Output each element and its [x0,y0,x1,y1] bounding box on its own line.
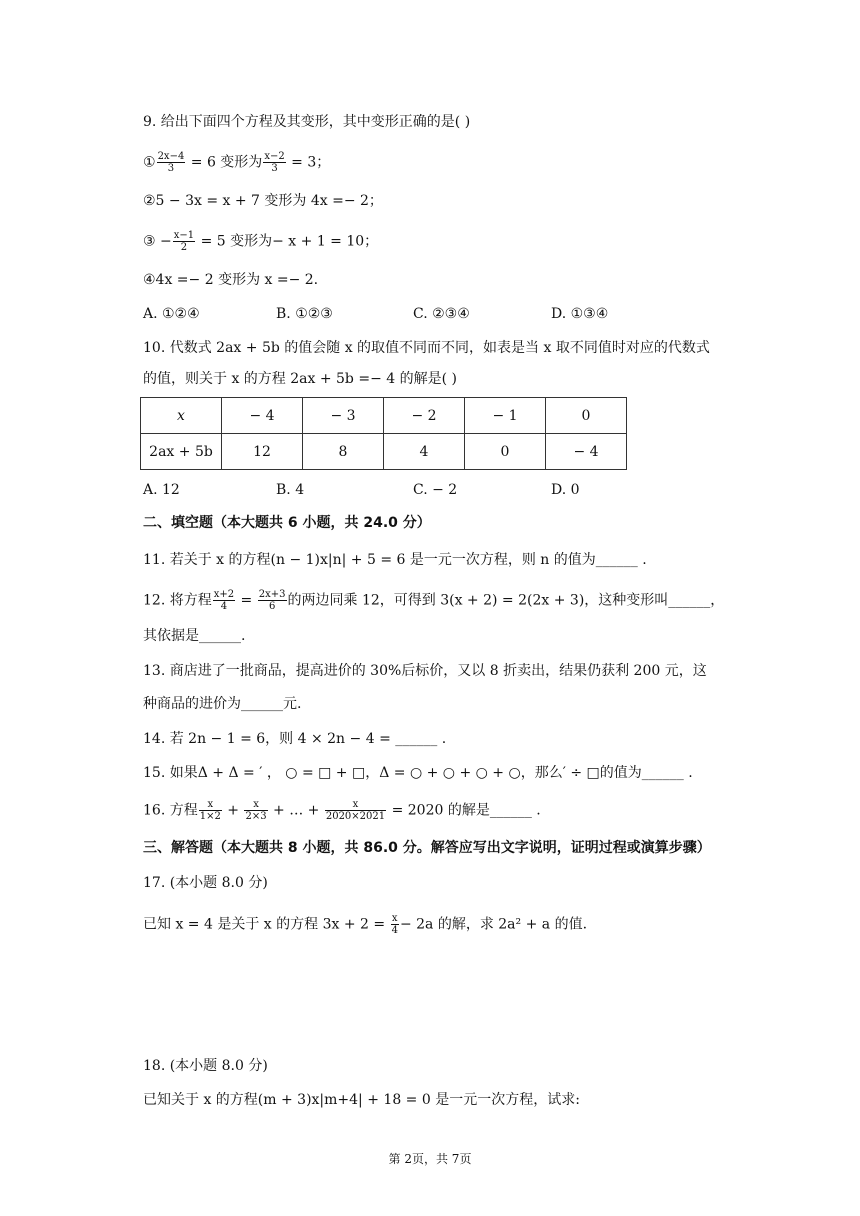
q9-option-b[interactable]: B. ①②③ [276,306,333,322]
table-cell: 2ax + 5b [141,434,222,470]
q16-fraction-2: $\frac{x}{2\times 3}$ [245,799,267,822]
q9-item-4: ④4x =− 2 变形为 x =− 2. [143,272,319,288]
q12-line-1: 12. 将方程 $\frac{x+2}{4}$ = $\frac{2x+3}{6}$ 的两边同乘 12，可得到 3(x + 2) = 2(2x + 3)，这种变形叫______， [143,589,725,612]
q17-fraction: $\frac{x}{4}$ [391,913,398,936]
q12-line-2: 其依据是______. [143,628,246,644]
q9-option-d[interactable]: D. ①③④ [551,306,609,322]
q18-text: 已知关于 x 的方程(m + 3)x|m+4| + 18 = 0 是一元一次方程，试求: [143,1092,580,1108]
q10-option-d[interactable]: D. 0 [551,482,580,498]
q10-stem-line-2: 的值，则关于 x 的方程 2ax + 5b =− 4 的解是( ) [143,371,457,387]
section-2-heading: 二、填空题（本大题共 6 小题，共 24.0 分） [143,515,431,531]
table-cell: 12 [222,434,303,470]
q10-option-a[interactable]: A. 12 [143,482,180,498]
q12-fraction-2: $\frac{2x+3}{6}$ [258,589,286,612]
q17-text: 已知 x = 4 是关于 x 的方程 3x + 2 = $\frac{x}{4}$ − 2a 的解，求 2a² + a 的值. [143,913,588,936]
table-row [141,434,627,470]
section-3-heading: 三、解答题（本大题共 8 小题，共 86.0 分。解答应写出文字说明，证明过程或演算步骤） [143,840,711,856]
q9-item1-fraction-2: $\frac{x-2}{3}$ [264,151,285,174]
table-cell: − 2 [384,398,465,434]
q16-text: 16. 方程 $\frac{x}{1\times 2}$ + $\frac{x}{2\times 3}$ + … + $\frac{x}{2020\times 2021}$ = 2020 的解是______ . [143,799,541,822]
table-cell: x [141,398,222,434]
q15-text: 15. 如果Δ + Δ = ′ ， ○ = □ + □，Δ = ○ + ○ + ○ + ○，那么′ ÷ □的值为______ . [143,765,693,781]
q10-option-c[interactable]: C. − 2 [413,482,458,498]
q10-value-table [140,397,627,470]
table-cell: − 4 [222,398,303,434]
q9-item-2: ②5 − 3x = x + 7 变形为 4x =− 2； [143,193,383,209]
q9-item-1: ① $\frac{2x-4}{3}$ = 6 变形为 $\frac{x-2}{3}$ = 3； [143,151,331,174]
q9-item-3: ③ − $\frac{x-1}{2}$ = 5 变形为− x + 1 = 10； [143,230,379,253]
q18-head: 18. (本小题 8.0 分) [143,1058,268,1074]
q9-stem: 9. 给出下面四个方程及其变形，其中变形正确的是( ) [143,114,471,130]
table-cell: 8 [303,434,384,470]
table-cell: 0 [546,398,627,434]
q10-option-b[interactable]: B. 4 [276,482,305,498]
table-cell: 0 [465,434,546,470]
q9-option-c[interactable]: C. ②③④ [413,306,470,322]
q13-line-2: 种商品的进价为______元. [143,696,302,712]
q9-item1-fraction-1: $\frac{2x-4}{3}$ [157,151,185,174]
table-cell: − 4 [546,434,627,470]
q9-item3-fraction: $\frac{x-1}{2}$ [173,230,195,253]
q11-text: 11. 若关于 x 的方程(n − 1)x|n| + 5 = 6 是一元一次方程，则 n 的值为______ . [143,552,647,568]
q10-stem-line-1: 10. 代数式 2ax + 5b 的值会随 x 的取值不同而不同，如表是当 x 取不同值时对应的代数式 [143,340,710,356]
table-cell: 4 [384,434,465,470]
table-cell: − 3 [303,398,384,434]
q16-fraction-1: $\frac{x}{1\times 2}$ [199,799,221,822]
page-footer: 第 2页，共 7页 [388,1152,472,1166]
q13-line-1: 13. 商店进了一批商品，提高进价的 30%后标价，又以 8 折卖出，结果仍获利 200 元，这 [143,663,707,679]
table-cell: − 1 [465,398,546,434]
table-row [141,398,627,434]
q17-head: 17. (本小题 8.0 分) [143,875,268,891]
q9-option-a[interactable]: A. ①②④ [143,306,200,322]
q16-fraction-3: $\frac{x}{2020\times 2021}$ [325,799,386,822]
q14-text: 14. 若 2n − 1 = 6，则 4 × 2n − 4 = ______ . [143,731,447,747]
q12-fraction-1: $\frac{x+2}{4}$ [213,589,235,612]
